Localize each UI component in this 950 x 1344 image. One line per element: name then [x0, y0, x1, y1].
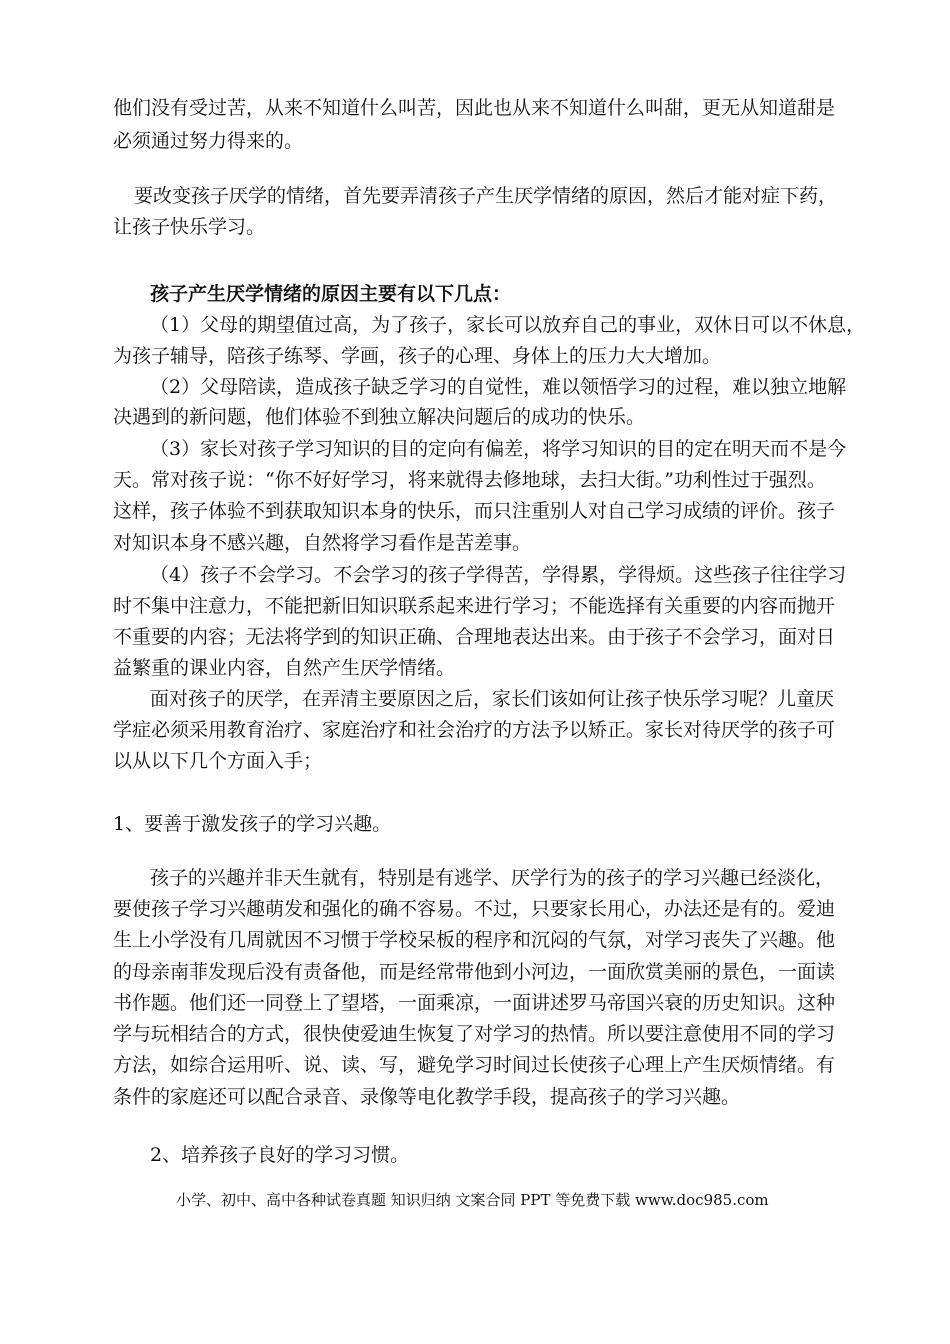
paragraph-line: 以从以下几个方面入手；	[113, 750, 323, 772]
paragraph-line: 他们没有受过苦，从来不知道什么叫苦，因此也从来不知道什么叫甜，更无从知道甜是	[113, 97, 836, 119]
paragraph-line: （3）家长对孩子学习知识的目的定向有偏差，将学习知识的目的定在明天而不是今	[150, 438, 847, 460]
paragraph-line: 面对孩子的厌学，在弄清主要原因之后，家长们该如何让孩子快乐学习呢？儿童厌	[150, 688, 835, 710]
paragraph-line: 学症必须采用教育治疗、家庭治疗和社会治疗的方法予以矫正。家长对待厌学的孩子可	[113, 719, 836, 741]
paragraph-line: 对知识本身不感兴趣，自然将学习看作是苦差事。	[113, 532, 532, 554]
section-heading: 1、要善于激发孩子的学习兴趣。	[113, 813, 392, 835]
paragraph-line: 益繁重的课业内容，自然产生厌学情绪。	[113, 657, 456, 679]
paragraph-line: 这样，孩子体验不到获取知识本身的快乐，而只注重别人对自己学习成绩的评价。孩子	[113, 500, 836, 522]
paragraph-line: 必须通过努力得来的。	[113, 130, 304, 152]
paragraph-line: 学与玩相结合的方式，很快使爱迪生恢复了对学习的热情。所以要注意使用不同的学习	[113, 1023, 836, 1045]
paragraph-line: 的母亲南菲发现后没有责备他，而是经常带他到小河边，一面欣赏美丽的景色，一面读	[113, 961, 836, 983]
paragraph-line: （2）父母陪读，造成孩子缺乏学习的自觉性，难以领悟学习的过程，难以独立地解	[150, 376, 847, 398]
paragraph-line: 生上小学没有几周就因不习惯于学校呆板的程序和沉闷的气氛，对学习丧失了兴趣。他	[113, 929, 836, 951]
paragraph-line: 书作题。他们还一同登上了望塔，一面乘凉，一面讲述罗马帝国兴衰的历史知识。这种	[113, 992, 836, 1014]
paragraph-line: 天。常对孩子说：“你不好好学习，将来就得去修地球，去扫大街。”功利性过于强烈。	[113, 469, 826, 491]
paragraph-line: 要使孩子学习兴趣萌发和强化的确不容易。不过，只要家长用心，办法还是有的。爱迪	[113, 898, 836, 920]
paragraph-line: 孩子的兴趣并非天生就有，特别是有逃学、厌学行为的孩子的学习兴趣已经淡化，	[150, 867, 835, 889]
section-heading: 2、培养孩子良好的学习习惯。	[150, 1144, 410, 1166]
page-footer: 小学、初中、高中各种试卷真题 知识归纳 文案合同 PPT 等免费下载 www.doc985.com	[176, 1191, 769, 1209]
paragraph-line: （4）孩子不会学习。不会学习的孩子学得苦，学得累，学得烦。这些孩子往往学习	[150, 564, 847, 586]
section-heading: 孩子产生厌学情绪的原因主要有以下几点：	[150, 283, 512, 305]
paragraph-line: 不重要的内容；无法将学到的知识正确、合理地表达出来。由于孩子不会学习，面对日	[113, 626, 836, 648]
paragraph-line: 方法，如综合运用听、说、读、写，避免学习时间过长使孩子心理上产生厌烦情绪。有	[113, 1054, 836, 1076]
paragraph-line: 要改变孩子厌学的情绪，首先要弄清孩子产生厌学情绪的原因，然后才能对症下药，	[134, 185, 838, 207]
paragraph-line: 时不集中注意力，不能把新旧知识联系起来进行学习；不能选择有关重要的内容而抛开	[113, 595, 836, 617]
paragraph-line: 决遇到的新问题，他们体验不到独立解决问题后的成功的快乐。	[113, 406, 646, 428]
paragraph-line: （1）父母的期望值过高，为了孩子，家长可以放弃自己的事业，双休日可以不休息，	[150, 314, 866, 336]
paragraph-line: 为孩子辅导，陪孩子练琴、学画，孩子的心理、身体上的压力大大增加。	[113, 345, 722, 367]
paragraph-line: 条件的家庭还可以配合录音、录像等电化教学手段，提高孩子的学习兴趣。	[113, 1086, 741, 1108]
paragraph-line: 让孩子快乐学习。	[113, 216, 266, 238]
